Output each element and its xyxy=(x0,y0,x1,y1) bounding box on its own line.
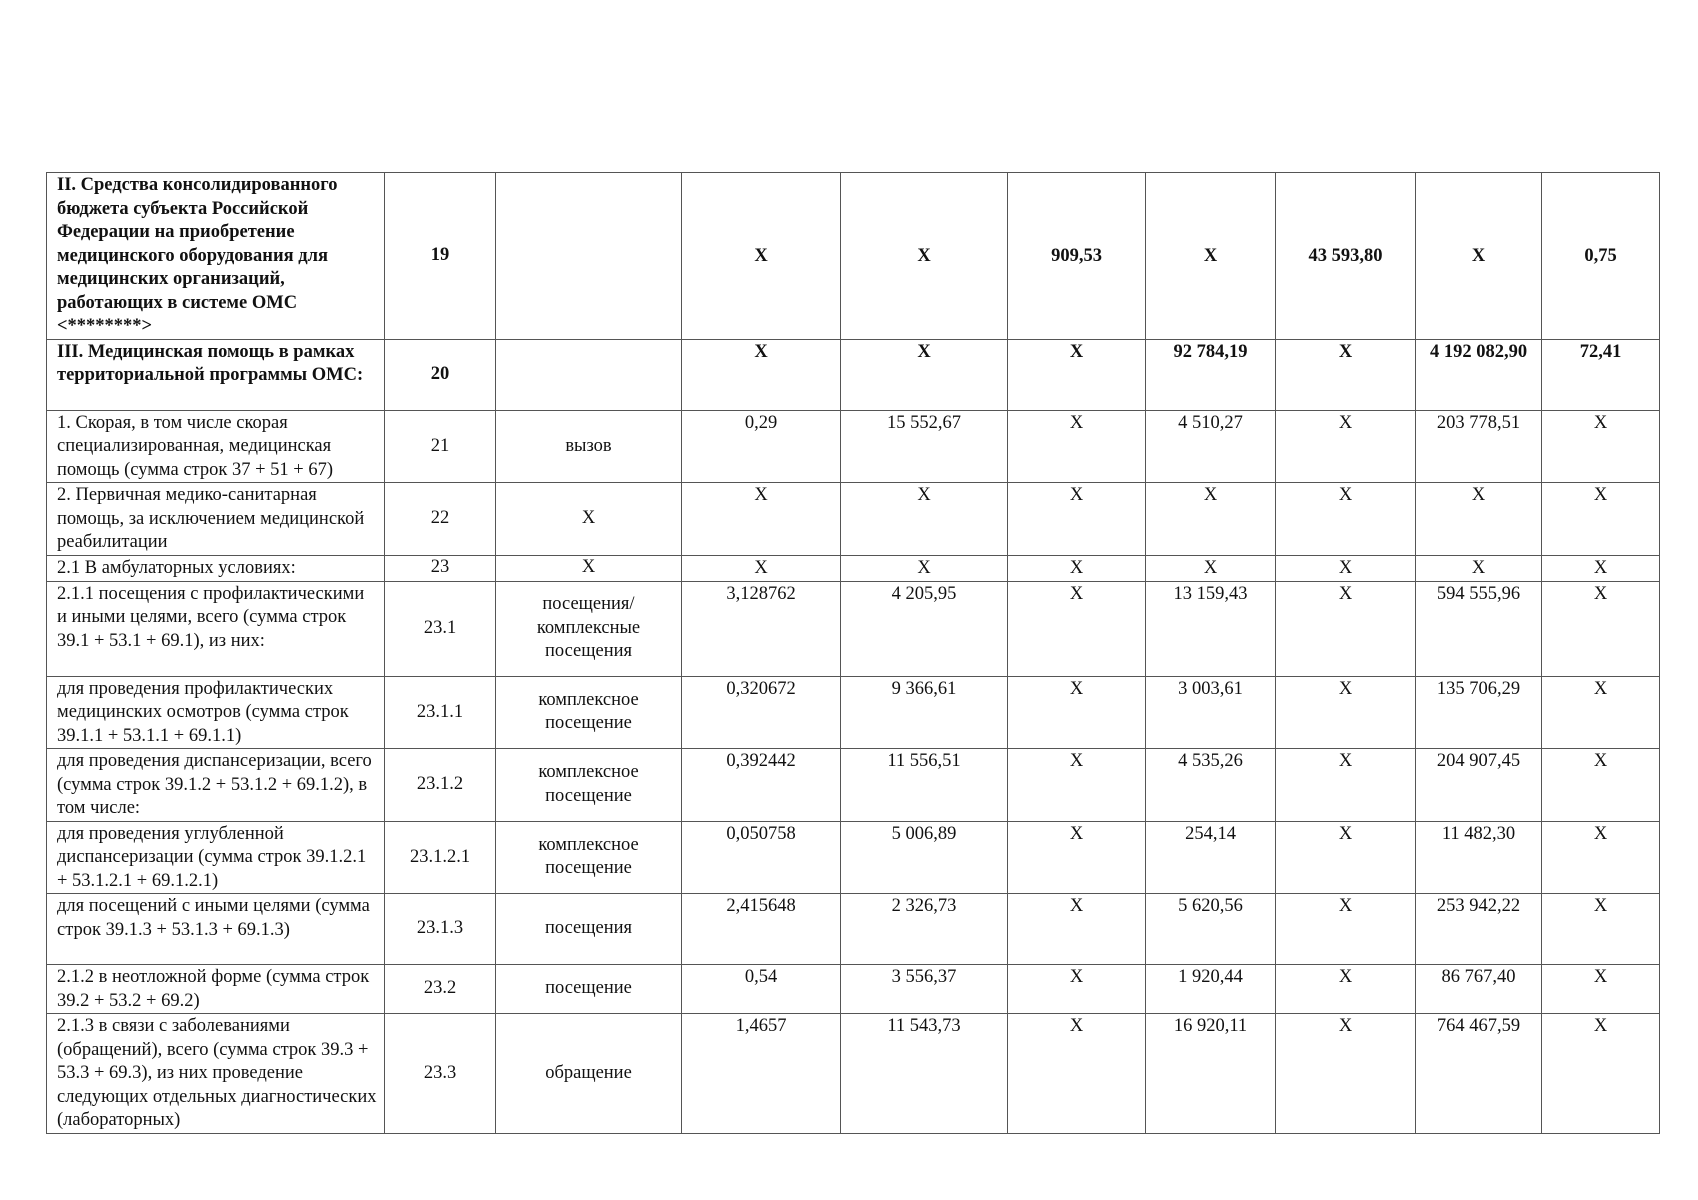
table-row xyxy=(47,339,1660,410)
data-table xyxy=(46,172,1660,1134)
value-cell: X xyxy=(682,555,841,581)
row-label: 2.1.1 посещения с профилактическими и иными целями, всего (сумма строк 39.1 + 53.1 + 69.1), из них: xyxy=(47,581,385,676)
value-cell: X xyxy=(1008,965,1146,1014)
row-label: 2.1.3 в связи с заболеваниями (обращений), всего (сумма строк 39.3 + 53.3 + 69.3), из них проведение следующих отдельных диагностических (лабораторных) xyxy=(47,1014,385,1134)
value-cell: 4 192 082,90 xyxy=(1416,339,1542,410)
value-cell: 203 778,51 xyxy=(1416,410,1542,483)
row-number: 19 xyxy=(385,173,496,340)
unit-cell: вызов xyxy=(496,410,682,483)
value-cell: X xyxy=(682,339,841,410)
value-cell: X xyxy=(1008,821,1146,894)
value-cell: 15 552,67 xyxy=(841,410,1008,483)
row-label: 2.1.2 в неотложной форме (сумма строк 39.2 + 53.2 + 69.2) xyxy=(47,965,385,1014)
value-cell: X xyxy=(841,339,1008,410)
row-number: 21 xyxy=(385,410,496,483)
value-cell: X xyxy=(1542,894,1660,965)
row-number: 23.2 xyxy=(385,965,496,1014)
value-cell: X xyxy=(1008,483,1146,556)
value-cell: 135 706,29 xyxy=(1416,676,1542,749)
row-label: для проведения диспансеризации, всего (сумма строк 39.1.2 + 53.1.2 + 69.1.2), в том числе: xyxy=(47,749,385,822)
value-cell: 204 907,45 xyxy=(1416,749,1542,822)
row-number: 23.1.3 xyxy=(385,894,496,965)
value-cell: X xyxy=(1542,965,1660,1014)
value-cell: X xyxy=(1416,483,1542,556)
value-cell: X xyxy=(1276,581,1416,676)
value-cell: 4 205,95 xyxy=(841,581,1008,676)
unit-cell: обращение xyxy=(496,1014,682,1134)
value-cell: 1 920,44 xyxy=(1146,965,1276,1014)
value-cell: X xyxy=(1542,749,1660,822)
table-row xyxy=(47,173,1660,340)
value-cell: 764 467,59 xyxy=(1416,1014,1542,1134)
row-label: для проведения профилактических медицинских осмотров (сумма строк 39.1.1 + 53.1.1 + 69.1.1) xyxy=(47,676,385,749)
row-number: 23.1 xyxy=(385,581,496,676)
unit-cell: посещения xyxy=(496,894,682,965)
value-cell: X xyxy=(1542,410,1660,483)
unit-cell: комплексное посещение xyxy=(496,821,682,894)
unit-cell xyxy=(496,339,682,410)
value-cell: 2 326,73 xyxy=(841,894,1008,965)
value-cell: X xyxy=(1276,339,1416,410)
value-cell: 0,29 xyxy=(682,410,841,483)
value-cell: X xyxy=(1276,965,1416,1014)
value-cell: 594 555,96 xyxy=(1416,581,1542,676)
value-cell: X xyxy=(1276,555,1416,581)
value-cell: 253 942,22 xyxy=(1416,894,1542,965)
table-row xyxy=(47,676,1660,749)
value-cell: X xyxy=(1276,821,1416,894)
value-cell: 43 593,80 xyxy=(1276,173,1416,340)
table-row xyxy=(47,965,1660,1014)
value-cell: 11 543,73 xyxy=(841,1014,1008,1134)
unit-cell: комплексное посещение xyxy=(496,676,682,749)
value-cell: 11 556,51 xyxy=(841,749,1008,822)
unit-cell: X xyxy=(496,555,682,581)
table-row xyxy=(47,894,1660,965)
value-cell: 4 510,27 xyxy=(1146,410,1276,483)
value-cell: 0,392442 xyxy=(682,749,841,822)
unit-cell: комплексное посещение xyxy=(496,749,682,822)
value-cell: X xyxy=(1542,581,1660,676)
row-number: 23.3 xyxy=(385,1014,496,1134)
value-cell: 72,41 xyxy=(1542,339,1660,410)
value-cell: X xyxy=(1146,555,1276,581)
value-cell: X xyxy=(1008,1014,1146,1134)
value-cell: X xyxy=(682,173,841,340)
unit-cell: посещение xyxy=(496,965,682,1014)
value-cell: 0,050758 xyxy=(682,821,841,894)
value-cell: X xyxy=(841,555,1008,581)
value-cell: 4 535,26 xyxy=(1146,749,1276,822)
value-cell: X xyxy=(841,173,1008,340)
value-cell: 1,4657 xyxy=(682,1014,841,1134)
value-cell: 13 159,43 xyxy=(1146,581,1276,676)
value-cell: X xyxy=(1416,173,1542,340)
value-cell: X xyxy=(1008,555,1146,581)
value-cell: 909,53 xyxy=(1008,173,1146,340)
value-cell: X xyxy=(1542,555,1660,581)
row-number: 22 xyxy=(385,483,496,556)
row-number: 23.1.2 xyxy=(385,749,496,822)
row-label: 2. Первичная медико-санитарная помощь, за исключением медицинской реабилитации xyxy=(47,483,385,556)
value-cell: 16 920,11 xyxy=(1146,1014,1276,1134)
row-label: 2.1 В амбулаторных условиях: xyxy=(47,555,385,581)
value-cell: X xyxy=(1146,173,1276,340)
value-cell: X xyxy=(1542,821,1660,894)
unit-cell: X xyxy=(496,483,682,556)
row-number: 20 xyxy=(385,339,496,410)
value-cell: X xyxy=(1008,581,1146,676)
table-row xyxy=(47,581,1660,676)
value-cell: X xyxy=(1276,676,1416,749)
value-cell: 0,320672 xyxy=(682,676,841,749)
value-cell: 254,14 xyxy=(1146,821,1276,894)
value-cell: X xyxy=(1542,676,1660,749)
table-row xyxy=(47,555,1660,581)
value-cell: 11 482,30 xyxy=(1416,821,1542,894)
value-cell: X xyxy=(1008,410,1146,483)
value-cell: 92 784,19 xyxy=(1146,339,1276,410)
value-cell: 3,128762 xyxy=(682,581,841,676)
value-cell: X xyxy=(1276,894,1416,965)
table-row xyxy=(47,410,1660,483)
row-label: для проведения углубленной диспансеризации (сумма строк 39.1.2.1 + 53.1.2.1 + 69.1.2.1) xyxy=(47,821,385,894)
value-cell: 3 556,37 xyxy=(841,965,1008,1014)
value-cell: X xyxy=(1008,749,1146,822)
value-cell: X xyxy=(1008,894,1146,965)
unit-cell: посещения/комплексные посещения xyxy=(496,581,682,676)
table-row xyxy=(47,821,1660,894)
value-cell: 0,75 xyxy=(1542,173,1660,340)
value-cell: X xyxy=(1276,410,1416,483)
row-label: II. Средства консолидированного бюджета субъекта Российской Федерации на приобретение медицинского оборудования для медицинских организаций, работающих в системе ОМС <********> xyxy=(47,173,385,340)
table-row xyxy=(47,1014,1660,1134)
row-number: 23.1.1 xyxy=(385,676,496,749)
value-cell: X xyxy=(1416,555,1542,581)
row-label: 1. Скорая, в том числе скорая специализированная, медицинская помощь (сумма строк 37 + 51 + 67) xyxy=(47,410,385,483)
value-cell: X xyxy=(1146,483,1276,556)
value-cell: X xyxy=(1008,676,1146,749)
unit-cell xyxy=(496,173,682,340)
table-row xyxy=(47,483,1660,556)
value-cell: X xyxy=(1276,1014,1416,1134)
value-cell: X xyxy=(1276,483,1416,556)
row-label: для посещений с иными целями (сумма строк 39.1.3 + 53.1.3 + 69.1.3) xyxy=(47,894,385,965)
value-cell: X xyxy=(1276,749,1416,822)
row-label: III. Медицинская помощь в рамках территориальной программы ОМС: xyxy=(47,339,385,410)
value-cell: X xyxy=(682,483,841,556)
value-cell: 3 003,61 xyxy=(1146,676,1276,749)
value-cell: 5 620,56 xyxy=(1146,894,1276,965)
table-row xyxy=(47,749,1660,822)
value-cell: X xyxy=(1008,339,1146,410)
value-cell: 5 006,89 xyxy=(841,821,1008,894)
value-cell: X xyxy=(1542,483,1660,556)
value-cell: 0,54 xyxy=(682,965,841,1014)
value-cell: 9 366,61 xyxy=(841,676,1008,749)
value-cell: 2,415648 xyxy=(682,894,841,965)
row-number: 23.1.2.1 xyxy=(385,821,496,894)
value-cell: X xyxy=(841,483,1008,556)
value-cell: X xyxy=(1542,1014,1660,1134)
row-number: 23 xyxy=(385,555,496,581)
value-cell: 86 767,40 xyxy=(1416,965,1542,1014)
